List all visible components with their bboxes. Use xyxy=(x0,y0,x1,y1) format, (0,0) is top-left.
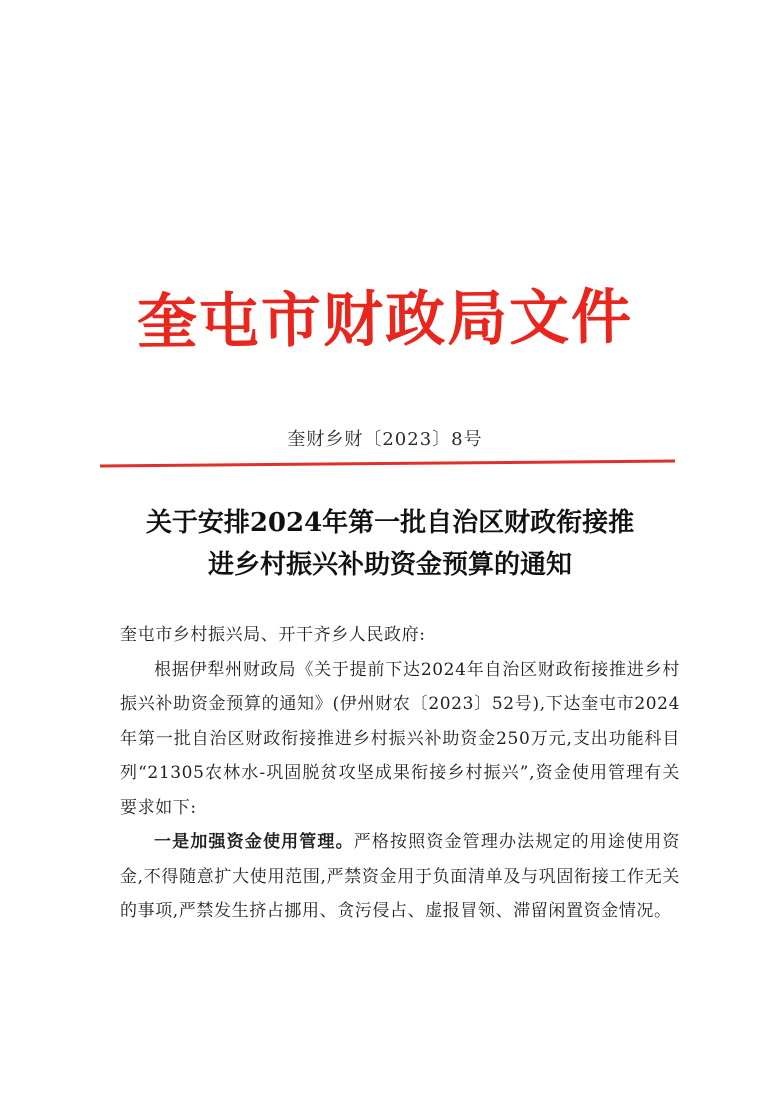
paragraph-1: 根据伊犁州财政局《关于提前下达2024年自治区财政衔接推进乡村振兴补助资金预算的通知》(伊州财农〔2023〕52号),下达奎屯市2024年第一批自治区财政衔接推进乡村振兴补助资金250万元,支出功能科目列“21305农林水-巩固脱贫攻坚成果衔接乡村振兴”,资金使用管理有关要求如下: xyxy=(120,659,680,818)
title-line-1: 关于安排2024年第一批自治区财政衔接推 xyxy=(145,508,635,538)
red-separator-line xyxy=(100,459,675,467)
paragraph-2-lead: 一是加强资金使用管理。 xyxy=(154,832,354,852)
paragraph-2 xyxy=(120,825,680,929)
document-number: 奎财乡财〔2023〕8号 xyxy=(287,429,483,450)
title-line-2: 进乡村振兴补助资金预算的通知 xyxy=(207,550,572,580)
paragraph-2-text: 严格按照资金管理办法规定的用途使用资金,不得随意扩大使用范围,严禁资金用于负面清单及与巩固衔接工作无关的事项,严禁发生挤占挪用、贪污侵占、虚报冒领、滞留闲置资金情况。 xyxy=(120,832,680,921)
masthead-title: 奎屯市财政局文件 xyxy=(136,282,634,358)
document-body xyxy=(120,618,680,929)
document-title xyxy=(100,502,680,586)
recipients: 奎屯市乡村振兴局、开干齐乡人民政府: xyxy=(120,625,426,645)
